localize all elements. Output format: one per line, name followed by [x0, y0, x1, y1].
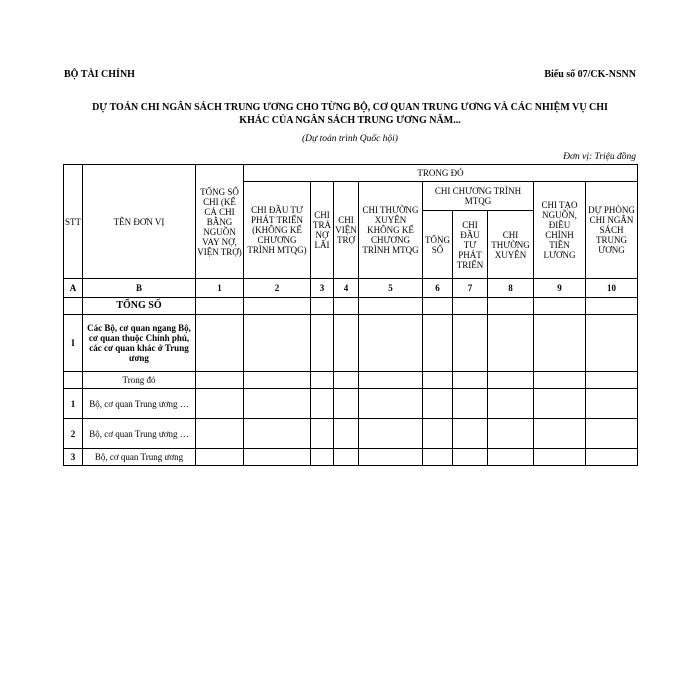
empty-cell	[196, 315, 244, 372]
document-title	[60, 101, 640, 127]
row-stt: 2	[64, 419, 83, 449]
empty-cell	[488, 315, 534, 372]
empty-cell	[311, 315, 334, 372]
organization-name: BỘ TÀI CHÍNH	[64, 69, 135, 80]
row-stt	[64, 372, 83, 389]
index-cell: 8	[488, 279, 534, 298]
table-row	[64, 449, 638, 466]
budget-table	[63, 164, 638, 466]
empty-cell	[423, 298, 453, 315]
empty-cell	[196, 298, 244, 315]
header-du-phong: DỰ PHÒNG CHI NGÂN SÁCH TRUNG ƯƠNG	[586, 182, 638, 279]
empty-cell	[586, 419, 638, 449]
empty-cell	[586, 389, 638, 419]
empty-cell	[334, 298, 359, 315]
empty-cell	[453, 389, 488, 419]
empty-cell	[488, 298, 534, 315]
table-row	[64, 389, 638, 419]
index-cell: 3	[311, 279, 334, 298]
table-row	[64, 372, 638, 389]
empty-cell	[359, 372, 423, 389]
empty-cell	[488, 372, 534, 389]
header-trong-do: TRONG ĐÓ	[244, 165, 638, 182]
empty-cell	[453, 449, 488, 466]
empty-cell	[311, 298, 334, 315]
empty-cell	[488, 449, 534, 466]
row-name: Trong đó	[83, 372, 196, 389]
document-subtitle: (Dự toán trình Quốc hội)	[302, 134, 398, 144]
index-cell: 2	[244, 279, 311, 298]
header-total: TỔNG SỐ CHI (KỂ CẢ CHI BẰNG NGUỒN VAY NỢ, VIỆN TRỢ)	[196, 165, 244, 279]
empty-cell	[423, 372, 453, 389]
empty-cell	[453, 315, 488, 372]
empty-cell	[359, 389, 423, 419]
empty-cell	[244, 315, 311, 372]
header-tra-no: CHI TRẢ NỢ LÃI	[311, 182, 334, 279]
empty-cell	[334, 315, 359, 372]
index-cell: 9	[534, 279, 586, 298]
table-row	[64, 419, 638, 449]
form-number: Biểu số 07/CK-NSNN	[544, 69, 636, 80]
empty-cell	[586, 315, 638, 372]
index-cell: 7	[453, 279, 488, 298]
header-stt: STT	[64, 165, 83, 279]
empty-cell	[334, 449, 359, 466]
empty-cell	[359, 298, 423, 315]
row-stt: I	[64, 315, 83, 372]
row-stt: 3	[64, 449, 83, 466]
empty-cell	[423, 389, 453, 419]
header-thuong-xuyen: CHI THƯỜNG XUYÊN KHÔNG KỂ CHƯƠNG TRÌNH MTQG	[359, 182, 423, 279]
header-dau-tu: CHI ĐẦU TƯ PHÁT TRIỂN (KHÔNG KỂ CHƯƠNG TRÌNH MTQG)	[244, 182, 311, 279]
empty-cell	[534, 419, 586, 449]
empty-cell	[534, 449, 586, 466]
empty-cell	[196, 419, 244, 449]
header-mtqg: CHI CHƯƠNG TRÌNH MTQG	[423, 182, 534, 211]
empty-cell	[453, 298, 488, 315]
row-stt: 1	[64, 389, 83, 419]
header-unit-name: TÊN ĐƠN VỊ	[83, 165, 196, 279]
title-line-1: DỰ TOÁN CHI NGÂN SÁCH TRUNG ƯƠNG CHO TỪNG BỘ, CƠ QUAN TRUNG ƯƠNG VÀ CÁC NHIỆM VỤ CHI	[92, 102, 608, 113]
empty-cell	[311, 449, 334, 466]
empty-cell	[334, 372, 359, 389]
empty-cell	[423, 315, 453, 372]
empty-cell	[359, 315, 423, 372]
row-name: Bộ, cơ quan Trung ương	[83, 449, 196, 466]
empty-cell	[244, 372, 311, 389]
header-tao-nguon: CHI TẠO NGUỒN, ĐIỀU CHỈNH TIỀN LƯƠNG	[534, 182, 586, 279]
row-stt	[64, 298, 83, 315]
empty-cell	[244, 389, 311, 419]
empty-cell	[244, 298, 311, 315]
empty-cell	[196, 449, 244, 466]
empty-cell	[196, 389, 244, 419]
empty-cell	[359, 449, 423, 466]
empty-cell	[534, 372, 586, 389]
index-cell: 1	[196, 279, 244, 298]
empty-cell	[423, 419, 453, 449]
empty-cell	[586, 298, 638, 315]
index-cell: A	[64, 279, 83, 298]
table-row	[64, 298, 638, 315]
empty-cell	[244, 419, 311, 449]
index-cell: B	[83, 279, 196, 298]
empty-cell	[311, 389, 334, 419]
row-name: TỔNG SỐ	[83, 298, 196, 315]
empty-cell	[334, 419, 359, 449]
empty-cell	[196, 372, 244, 389]
row-name: Các Bộ, cơ quan ngang Bộ, cơ quan thuộc Chính phủ, các cơ quan khác ở Trung ương	[83, 315, 196, 372]
empty-cell	[488, 389, 534, 419]
row-name: Bộ, cơ quan Trung ương …	[83, 389, 196, 419]
row-name: Bộ, cơ quan Trung ương …	[83, 419, 196, 449]
unit-label: Đơn vị: Triệu đồng	[563, 152, 636, 162]
empty-cell	[534, 315, 586, 372]
empty-cell	[244, 449, 311, 466]
empty-cell	[359, 419, 423, 449]
index-cell: 5	[359, 279, 423, 298]
table-row	[64, 315, 638, 372]
header-mtqg-total: TỔNG SỐ	[423, 211, 453, 279]
empty-cell	[311, 419, 334, 449]
empty-cell	[453, 372, 488, 389]
empty-cell	[453, 419, 488, 449]
empty-cell	[488, 419, 534, 449]
empty-cell	[534, 298, 586, 315]
title-line-2: KHÁC CỦA NGÂN SÁCH TRUNG ƯƠNG NĂM...	[239, 115, 461, 126]
index-cell: 6	[423, 279, 453, 298]
index-cell: 4	[334, 279, 359, 298]
empty-cell	[334, 389, 359, 419]
index-cell: 10	[586, 279, 638, 298]
header-mtqg-thuong-xuyen: CHI THƯỜNG XUYÊN	[488, 211, 534, 279]
empty-cell	[311, 372, 334, 389]
empty-cell	[586, 449, 638, 466]
header-vien-tro: CHI VIỆN TRỢ	[334, 182, 359, 279]
empty-cell	[534, 389, 586, 419]
header-mtqg-dau-tu: CHI ĐẦU TƯ PHÁT TRIỂN	[453, 211, 488, 279]
empty-cell	[423, 449, 453, 466]
empty-cell	[586, 372, 638, 389]
